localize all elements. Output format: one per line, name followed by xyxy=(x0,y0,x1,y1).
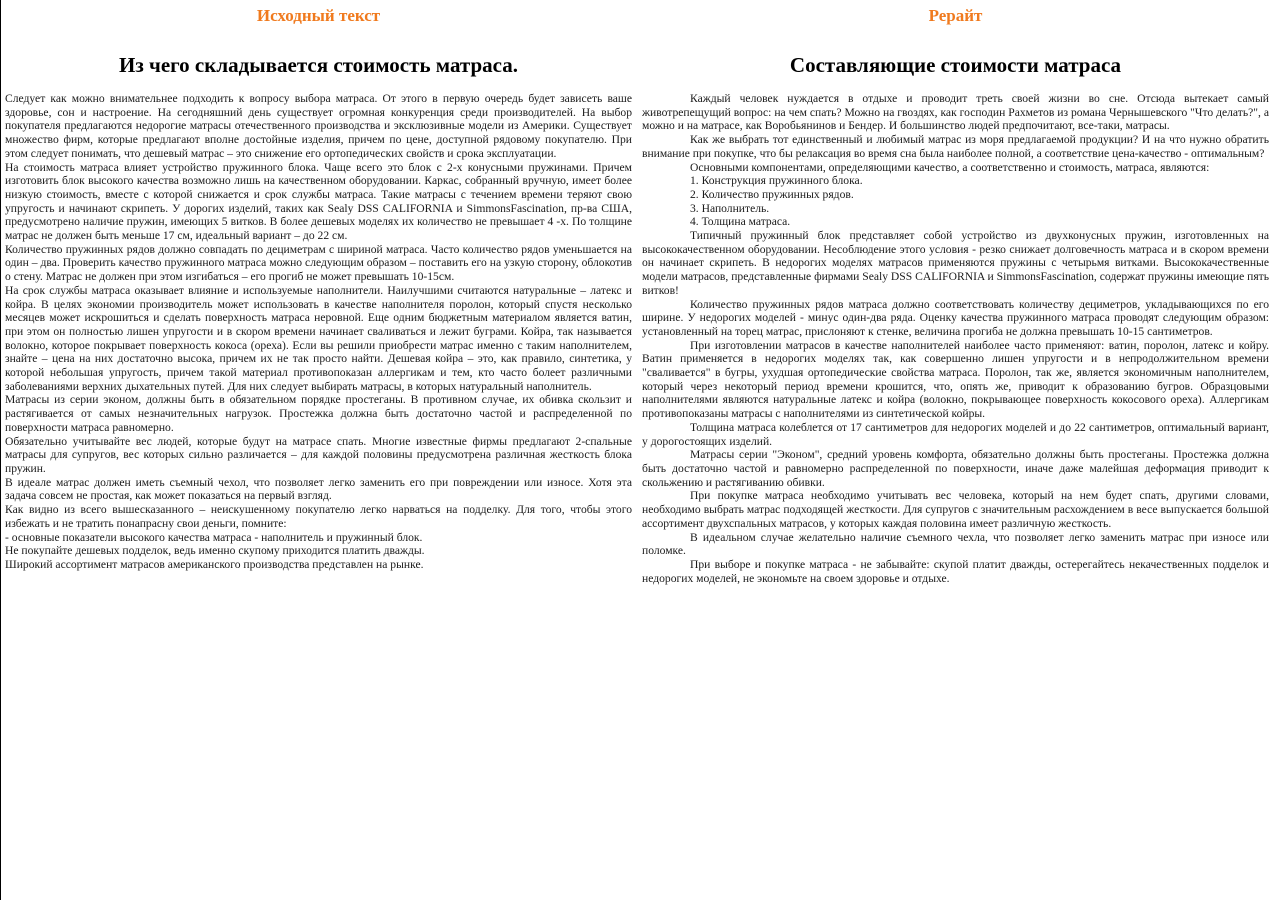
original-body xyxy=(5,92,632,572)
original-paragraph: Следует как можно внимательнее подходить к вопросу выбора матраса. От этого в первую очередь будет зависеть ваше здоровье, сон и настроение. На сегодняшний день существует огромная конкуренция среди производителей. На выбор покупателя предлагаются недорогие матрасы отечественного производства и эксклюзивные модели из Америки. Существует множество фирм, которые предлагают вполне достойные изделия, причем по цене, доступной рядовому покупателю. При этом следует понимать, что дешевый матрас – это снижение его ортопедических свойств и срока эксплуатации. xyxy=(5,92,632,160)
rewrite-list-item: 2. Количество пружинных рядов. xyxy=(690,187,854,201)
rewrite-paragraph: Толщина матраса колеблется от 17 сантиметров для недорогих моделей и до 22 сантиметров, оптимальный вариант, у дорогостоящих изделий. xyxy=(642,420,1269,448)
rewrite-list-item: 4. Толщина матраса. xyxy=(690,215,791,229)
original-text-column xyxy=(0,0,636,900)
rewrite-paragraph: Как же выбрать тот единственный и любимый матрас из моря предлагаемой продукции? И на что нужно обратить внимание при покупке, что бы релаксация во время сна была наиболее полной, а соответствие цена-качество - оптимальным? xyxy=(642,133,1269,160)
rewrite-column-heading: Рерайт xyxy=(928,6,983,25)
rewrite-paragraph: При покупке матраса необходимо учитывать вес человека, который на нем будет спать, другими словами, необходимо выбрать матрас подходящей жесткости. Для супругов с значительным расхождением в весе выпускается большой ассортимент двухспальных матрасов, у которых каждая половина имеет различную жесткость. xyxy=(642,489,1269,530)
rewrite-paragraph: При выборе и покупке матраса - не забывайте: скупой платит дважды, остерегайтесь некачественных подделок и недорогих моделей, не экономьте на своем здоровье и отдыхе. xyxy=(642,557,1269,585)
rewrite-list-item: 1. Конструкция пружинного блока. xyxy=(690,174,863,188)
original-paragraph: На срок службы матраса оказывает влияние и используемые наполнители. Наилучшими считаются натуральные – латекс и койра. В целях экономии производитель может использовать в качестве наполнителя поролон, который спустя несколько месяцев может искрошиться и сделать поверхность матраса неровной. Еще одним бюджетным материалом является ватин, при этом он полностью лишен упругости и в скором времени начинает сваливаться и лежит буграми. Койра, так называется волокно, которое покрывает поверхность кокоса (ореха). Если вы решили приобрести матрас именно с таким наполнителем, знайте – цена на них достаточно высока, причем их не так просто найти. Дешевая койра – это, как правило, синтетика, у которой небольшая упругость, причем такой материал противопоказан аллергикам и тем, кто часто болеет различными заболеваниями верхних дыхательных путей. Для них следует выбирать матрасы, в которых натуральный наполнитель. xyxy=(5,283,632,393)
original-paragraph: Матрасы из серии эконом, должны быть в обязательном порядке простеганы. В противном случае, их обивка скользит и растягивается от самых незначительных нагрузок. Простежка должна быть достаточно частой и распределенной по поверхности матраса равномерно. xyxy=(5,393,632,434)
rewrite-paragraph: При изготовлении матрасов в качестве наполнителей наиболее часто применяют: ватин, поролон, латекс и койру. Ватин применяется в недорогих моделях так, как совершенно лишен упругости и в непродолжительном времени "сваливается" в бугры, ухудшая ортопедические свойства матраса. Поролон, так же, является экономичным наполнителем, который через некоторый период времени крошится, что, опять же, приводит к образованию бугров. Образцовыми наполнителями являются натуральные латекс и койра (волокно, покрывающее поверхность кокосового ореха). Аллергикам противопоказаны матрасы с наполнителями из синтетической койры. xyxy=(642,338,1269,421)
original-paragraph: В идеале матрас должен иметь съемный чехол, что позволяет легко заменить его при повреждении или износе. Хотя эта задача совсем не простая, как может показаться на первый взгляд. xyxy=(5,475,632,503)
rewrite-paragraph: Количество пружинных рядов матраса должно соответствовать количеству дециметров, укладывающихся по его ширине. У недорогих моделей - минус один-два ряда. Оценку качества пружинного матраса проводят следующим образом: установленный на торец матрас, прислоняют к стенке, величина прогиба не должна превышать 10-15 сантиметров. xyxy=(642,297,1269,338)
original-title: Из чего складывается стоимость матраса. xyxy=(118,53,518,77)
original-column-heading: Исходный текст xyxy=(256,6,381,25)
original-paragraph: На стоимость матраса влияет устройство пружинного блока. Чаще всего это блок с 2-х конусными пружинами. Причем изготовить блок высокого качества возможно лишь на качественном оборудовании. Каркас, собранный вручную, имеет более низкую стоимость, вместе с которой снижается и срок службы матраса. Такие матрасы с течением времени теряют свою упругость и начинают скрипеть. У дорогих изделий, таких как Sealy DSS CALIFORNIA и SimmonsFascination, пр-ва США, предусмотрено наличие пружин, имеющих 5 витков. В более дешевых моделях их количество не превышает 4 -х. По толщине матрас не должен быть меньше 17 см, идеальный вариант – до 22 см. xyxy=(5,160,632,243)
rewrite-column xyxy=(636,0,1273,900)
rewrite-paragraph: Матрасы серии "Эконом", средний уровень комфорта, обязательно должны быть простеганы. Простежка должна быть достаточно частой и равномерно распределенной по поверхности, иначе даже малейшая деформация приводит к скольжению и растягиванию обивки. xyxy=(642,448,1269,489)
original-paragraph: Количество пружинных рядов должно совпадать по дециметрам с шириной матраса. Часто количество рядов уменьшается на один – два. Проверить качество пружинного матраса можно следующим образом – поставить его на узкую сторону, облокотив о стену. Матрас не должен при этом изгибаться – его прогиб не может превышать 10-15см. xyxy=(5,242,632,284)
rewrite-paragraph: Каждый человек нуждается в отдыхе и проводит треть своей жизни во сне. Отсюда вытекает самый животрепещущий вопрос: на чем спать? Можно на гвоздях, как господин Рахметов из романа Чернышевского "Что делать?", а можно и на матрасе, как Воробьянинов и Бендер. И большинство людей предпочитают, все-таки, матрасы. xyxy=(642,92,1269,133)
original-paragraph: Не покупайте дешевых подделок, ведь именно скупому приходится платить дважды. xyxy=(5,544,425,558)
rewrite-paragraph: В идеальном случае желательно наличие съемного чехла, что позволяет легко заменить матрас при износе или поломке. xyxy=(642,530,1269,558)
original-paragraph: Широкий ассортимент матрасов американского производства представлен на рынке. xyxy=(5,557,424,571)
original-paragraph: - основные показатели высокого качества матраса - наполнитель и пружинный блок. xyxy=(5,530,423,544)
rewrite-body xyxy=(642,92,1269,585)
rewrite-list-item: 3. Наполнитель. xyxy=(690,201,770,215)
rewrite-title: Составляющие стоимости матраса xyxy=(789,53,1122,77)
original-paragraph: Как видно из всего вышесказанного – неискушенному покупателю легко нарваться на подделку. Для того, чтобы этого избежать и не тратить понапрасну свои деньги, помните: xyxy=(5,503,632,530)
rewrite-paragraph: Типичный пружинный блок представляет собой устройство из двухконусных пружин, изготовленных на высококачественном оборудовании. Несоблюдение этого условия - резко снижает долговечность матраса и в скором времени он начинает скрипеть. В недорогих моделях матрасов применяются пружины с четырьмя витками. Высококачественные модели матрасов, представленные фирмами Sealy DSS CALIFORNIA и SimmonsFascination, содержат пружины имеющие пять витков! xyxy=(642,229,1270,297)
original-paragraph: Обязательно учитывайте вес людей, которые будут на матрасе спать. Многие известные фирмы предлагают 2-спальные матрасы для супругов, вес которых сильно различается – для каждой половины предусмотрена различная жесткость блока пружин. xyxy=(5,434,632,475)
rewrite-paragraph: Основными компонентами, определяющими качество, а соответственно и стоимость, матраса, являются: xyxy=(690,160,1210,174)
